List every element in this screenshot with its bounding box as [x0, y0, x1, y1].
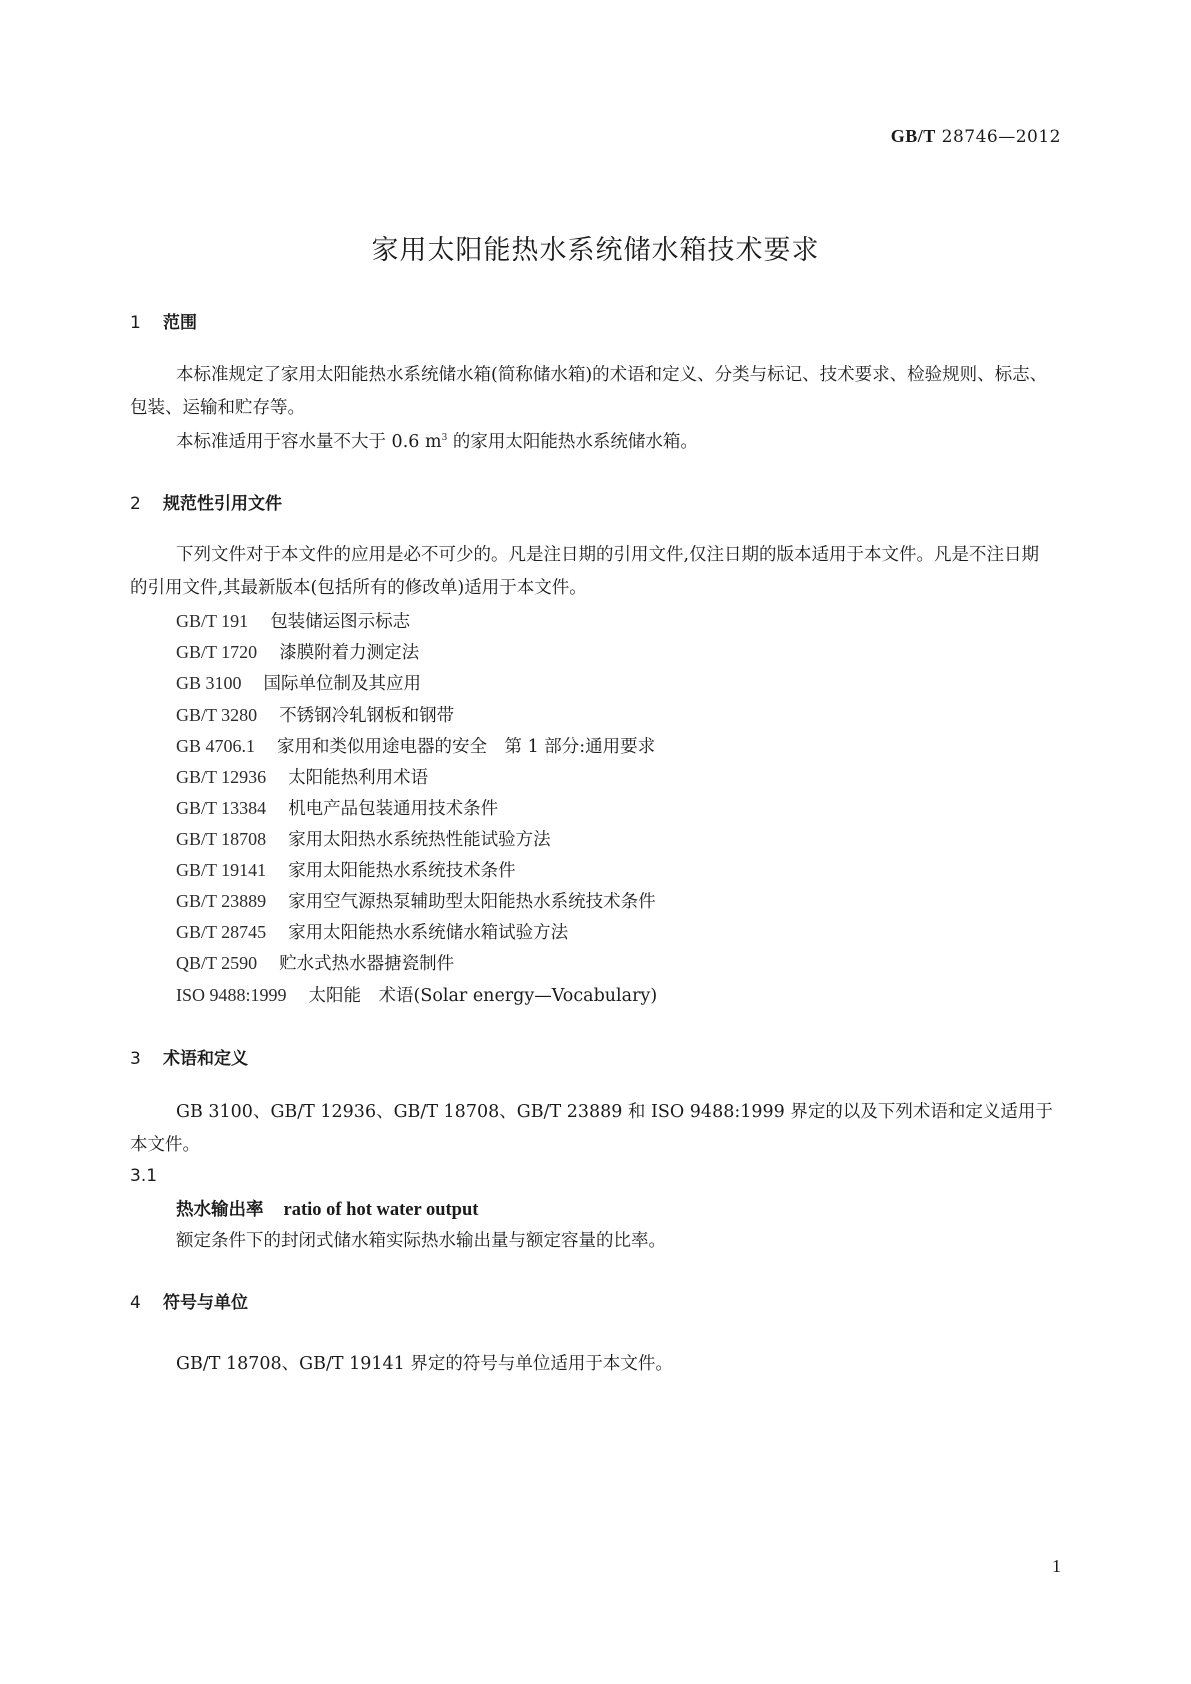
reference-item: GB/T 1720 漆膜附着力测定法	[176, 642, 420, 663]
section-1-paragraph-2: 本标准适用于容水量不大于 0.6 $m^3$ 的家用太阳能热水系统储水箱。	[176, 432, 698, 452]
reference-item: GB/T 13384 机电产品包装通用技术条件	[176, 798, 499, 819]
term-english: ratio of hot water output	[283, 1200, 479, 1220]
term-chinese: 热水输出率	[176, 1200, 264, 1220]
paragraph-text: 本标准规定了家用太阳能热水系统储水箱(简称储水箱)的术语和定义、分类与标记、技术要求、检验规则、标志、包装、运输和贮存等。	[130, 365, 1048, 418]
reference-item: GB/T 18708 家用太阳热水系统热性能试验方法	[176, 829, 551, 850]
section-4-heading	[130, 1288, 248, 1313]
reference-item: GB/T 3280 不锈钢冷轧钢板和钢带	[176, 705, 455, 726]
reference-item: GB 4706.1 家用和类似用途电器的安全 第 1 部分:通用要求	[176, 736, 656, 757]
term-definition: 额定条件下的封闭式储水箱实际热水输出量与额定容量的比率。	[176, 1231, 666, 1251]
reference-item: GB/T 28745 家用太阳能热水系统储水箱试验方法	[176, 922, 569, 943]
section-1-paragraph-1	[130, 359, 1055, 425]
reference-item: GB/T 19141 家用太阳能热水系统技术条件	[176, 860, 516, 881]
paragraph-text: 下列文件对于本文件的应用是必不可少的。凡是注日期的引用文件,仅注日期的版本适用于本文件。凡是不注日期的引用文件,其最新版本(包括所有的修改单)适用于本文件。	[130, 545, 1040, 598]
reference-item: GB/T 12936 太阳能热利用术语	[176, 767, 429, 788]
section-2-paragraph-1	[130, 539, 1055, 605]
paragraph-text: GB 3100、GB/T 12936、GB/T 18708、GB/T 23889 和 ISO 9488:1999 界定的以及下列术语和定义适用于本文件。	[130, 1102, 1053, 1155]
section-3-heading	[130, 1044, 248, 1069]
section-title: 术语和定义	[163, 1049, 248, 1069]
page-number: 1	[1052, 1556, 1061, 1576]
section-number: 1	[130, 313, 141, 333]
section-4-paragraph-1: GB/T 18708、GB/T 19141 界定的符号与单位适用于本文件。	[176, 1354, 673, 1374]
standard-code: 28746—2012	[941, 127, 1061, 147]
section-title: 符号与单位	[163, 1293, 248, 1313]
reference-item: QB/T 2590 贮水式热水器搪瓷制件	[176, 953, 455, 974]
section-number: 3	[130, 1049, 141, 1069]
section-1-heading	[130, 308, 197, 333]
section-2-heading	[130, 489, 282, 514]
reference-item: GB/T 191 包装储运图示标志	[176, 611, 411, 632]
reference-item: GB 3100 国际单位制及其应用	[176, 673, 422, 694]
superscript: 3	[441, 433, 448, 444]
term-entry	[176, 1196, 478, 1221]
section-title: 规范性引用文件	[163, 494, 282, 514]
section-number: 2	[130, 494, 141, 514]
standard-number	[891, 126, 1061, 147]
standard-prefix: GB/T	[890, 126, 936, 146]
section-title: 范围	[163, 313, 197, 333]
section-number: 4	[130, 1293, 141, 1313]
section-3-paragraph-1	[130, 1096, 1055, 1162]
reference-item: GB/T 23889 家用空气源热泵辅助型太阳能热水系统技术条件	[176, 891, 656, 912]
clause-number: 3.1	[130, 1166, 158, 1186]
reference-item: ISO 9488:1999 太阳能 术语(Solar energy—Vocabulary)	[176, 985, 658, 1006]
document-title: 家用太阳能热水系统储水箱技术要求	[371, 235, 820, 266]
